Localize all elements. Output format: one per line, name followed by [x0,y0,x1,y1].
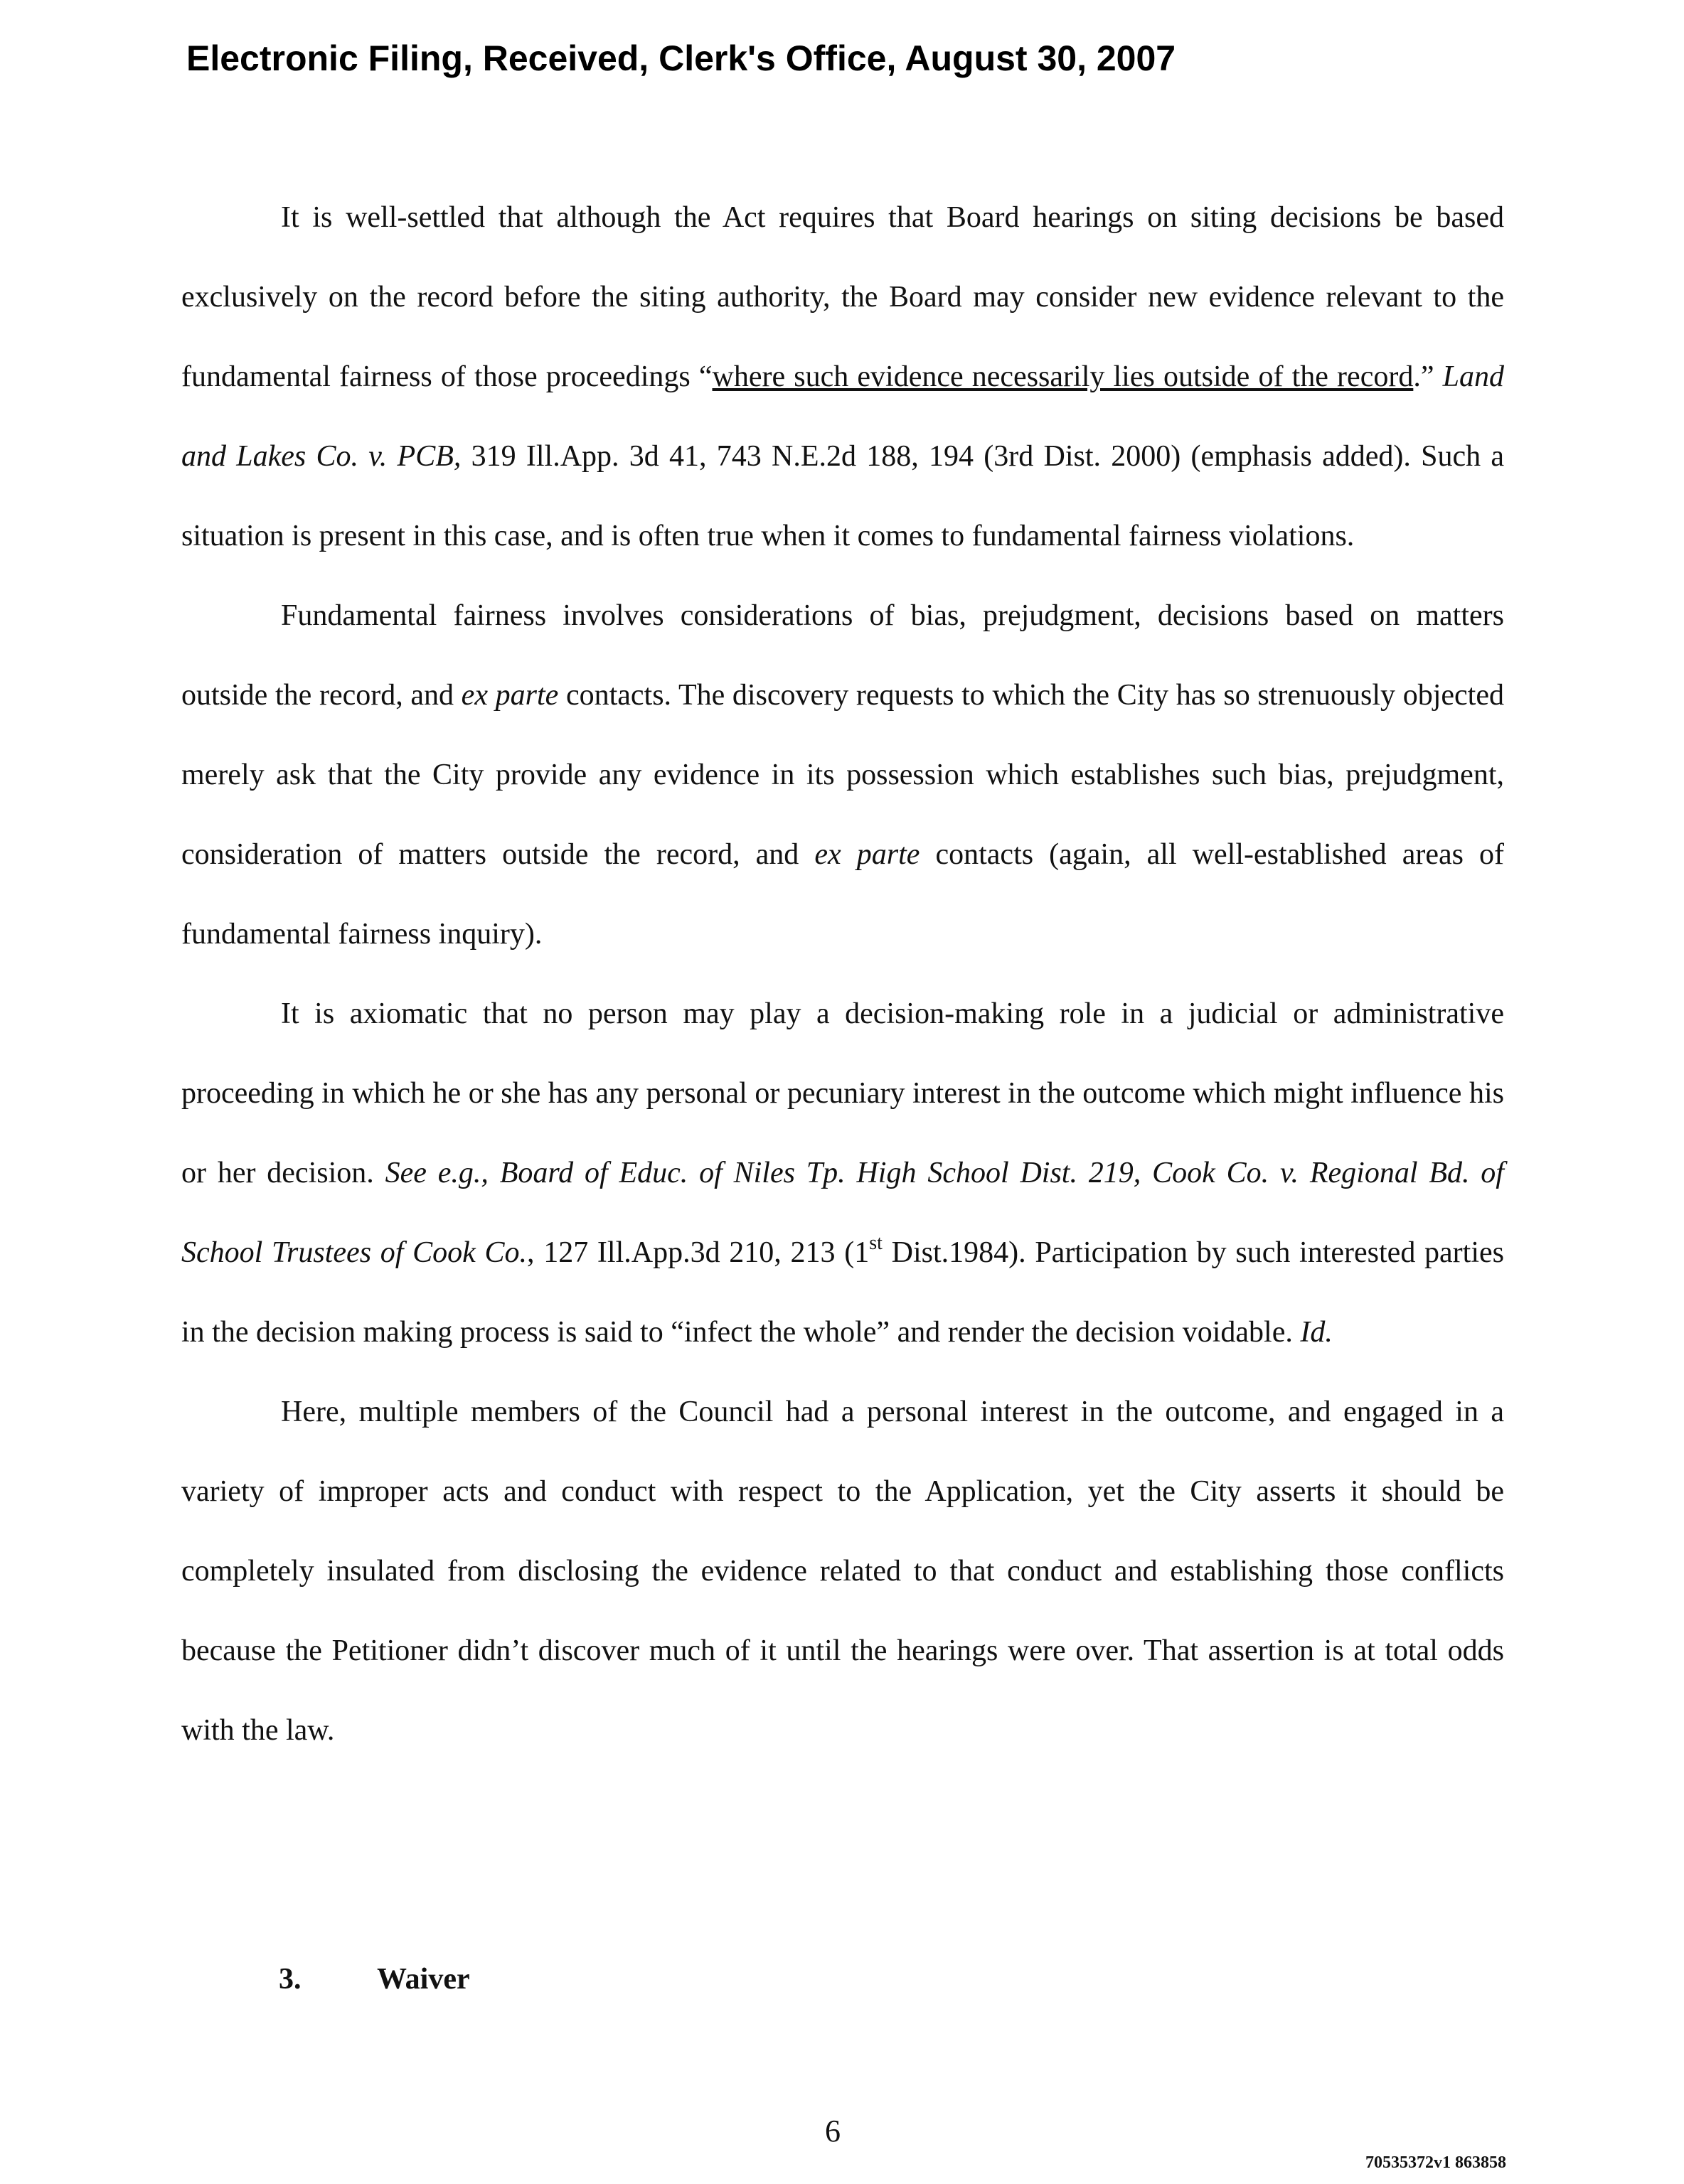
paragraph-well-settled: It is well-settled that although the Act requires that Board hearings on siting decisions be based exclusively on the record before the siting authority, the Board may consider new evidence relevant to the fundamental fairness of those proceedings “where such evidence necessarily lies outside of the record.” Land and Lakes Co. v. PCB, 319 Ill.App. 3d 41, 743 N.E.2d 188, 194 (3rd Dist. 2000) (emphasis added). Such a situation is present in this case, and is often true when it comes to fundamental fairness violations. [181,201,1504,552]
case-citation: See e.g., Board of Educ. of Niles Tp. High School Dist. 219, Cook Co. v. Regional Bd. of School Trustees of Cook Co. [181,1157,1504,1269]
document-id: 70535372v1 863858 [1365,2153,1506,2172]
case-citation: Land and Lakes Co. v. PCB, [181,360,1504,473]
page-number: 6 [825,2114,841,2148]
paragraph-axiomatic: It is axiomatic that no person may play a decision-making role in a judicial or administrative proceeding in which he or she has any personal or pecuniary interest in the outcome which might influence his or her decision. See e.g., Board of Educ. of Niles Tp. High School Dist. 219, Cook Co. v. Regional Bd. of School Trustees of Cook Co., 127 Ill.App.3d 210, 213 (1st Dist.1984). Participation by such interested parties in the decision making process is said to “infect the whole” and render the decision voidable. Id. [181,997,1504,1349]
section-title: Waiver [377,1963,470,1996]
section-number: 3. [279,1963,302,1996]
document-body [181,178,1504,1770]
filing-stamp-header: Electronic Filing, Received, Clerk's Office, August 30, 2007 [186,38,1176,78]
ordinal-suffix: st [869,1232,883,1254]
ex-parte-term: ex parte [461,679,559,712]
ex-parte-term: ex parte [814,838,920,871]
section-heading [279,1939,470,2019]
paragraph-fundamental-fairness: Fundamental fairness involves considerations of bias, prejudgment, decisions based on matters outside the record, and ex parte contacts. The discovery requests to which the City has so strenuously objected merely ask that the City provide any evidence in its possession which establishes such bias, prejudgment, consideration of matters outside the record, and ex parte contacts (again, all well-established areas of fundamental fairness inquiry). [181,599,1505,951]
id-citation: Id. [1300,1316,1333,1349]
underlined-quote: where such evidence necessarily lies outside of the record [712,360,1414,393]
paragraph-council-interest: Here, multiple members of the Council had a personal interest in the outcome, and engaged in a variety of improper acts and conduct with respect to the Application, yet the City asserts it should be completely insulated from disclosing the evidence related to that conduct and establishing those conflicts because the Petitioner didn’t discover much of it until the hearings were over. That assertion is at total odds with the law. [181,1396,1504,1747]
